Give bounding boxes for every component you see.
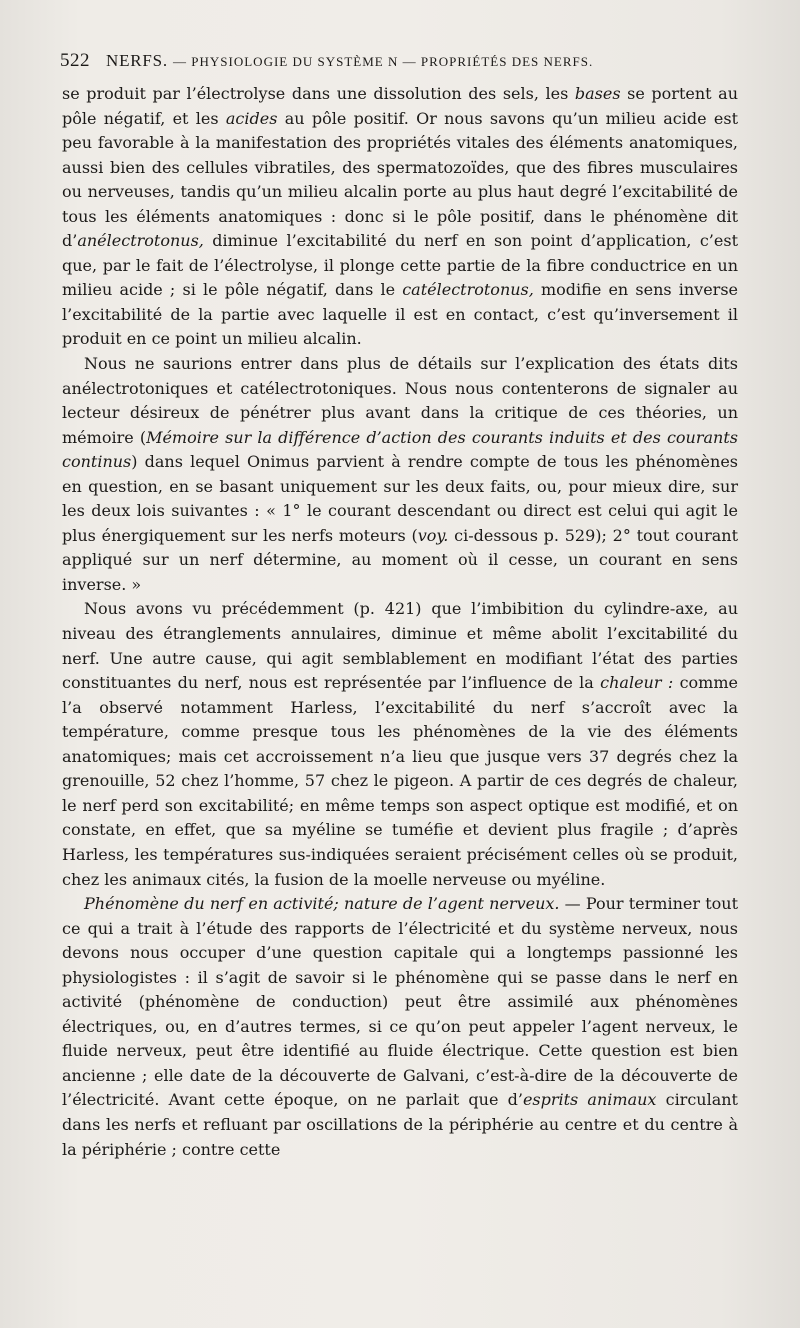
running-head: [106, 51, 593, 71]
text-run: Nous ne saurions entrer dans plus de détails sur l’explication des états dits anélectrotoniques et catélectrotoniques. Nous nous contenterons de signaler au lecteur désireux de pénétrer plus avant dans la critique de ces théories, un mémoire (: [62, 354, 738, 447]
paragraph: [62, 82, 738, 352]
page-number: 522: [60, 50, 90, 71]
text-run: modifie en sens inverse l’excitabilité de la partie avec laquelle il est en contact, c’est qu’inversement il produit en ce point un milieu alcalin.: [62, 280, 738, 349]
italic-text: esprits animaux: [522, 1090, 657, 1110]
italic-text: voy.: [417, 525, 449, 545]
text-run: ) dans lequel Onimus parvient à rendre compte de tous les phénomènes en question, en se basant uniquement sur les deux faits, ou, pour mieux dire, sur les deux lois suivantes : « 1° le courant descendant ou direct est celui qui agit le plus énergiquement sur les nerfs moteurs (: [62, 452, 738, 545]
text-run: ci-dessous p. 529); 2° tout courant appliqué sur un nerf détermine, au moment où il cesse, un courant en sens inverse. »: [62, 525, 739, 594]
italic-text: acides: [225, 108, 278, 128]
running-head-caps: NERFS.: [106, 51, 168, 70]
text-run: diminue l’excitabilité du nerf en son point d’application, c’est que, par le fait de l’électrolyse, il plonge cette partie de la fibre conductrice en un milieu acide ; si le pôle négatif, dans le: [62, 231, 738, 300]
text-run: se produit par l’électrolyse dans une dissolution des sels, les: [62, 84, 575, 103]
text-run: circulant dans les nerfs et refluant par oscillations de la périphérie au centre et du centre à la périphérie ; contre cette: [62, 1090, 738, 1159]
text-run: au pôle positif. Or nous savons qu’un milieu acide est peu favorable à la manifestation des propriétés vitales des éléments anatomiques, aussi bien des cellules vibratiles, des spermatozoïdes, que des fibres musculaires ou nerveuses, tandis qu’un milieu alcalin porte au plus haut degré l’excitabilité de tous les éléments anatomiques : donc si le pôle positif, dans le phénomène dit d’: [62, 108, 738, 251]
running-header: [60, 50, 740, 72]
body-text: [62, 82, 738, 1162]
italic-text: Phénomène du nerf en activité; nature de l’agent nerveux.: [84, 894, 560, 914]
italic-text: chaleur :: [600, 673, 674, 693]
italic-text: Mémoire sur la différence d’action des courants induits et des courants continus: [62, 427, 738, 472]
paragraph: [62, 352, 738, 597]
paragraph: [62, 892, 738, 1162]
text-run: Nous avons vu précédemment (p. 421) que l’imbibition du cylindre-axe, au niveau des étranglements annulaires, diminue et même abolit l’excitabilité du nerf. Une autre cause, qui agit semblablement en modifiant l’état des parties constituantes du nerf, nous est représentée par l’influence de la: [62, 599, 738, 693]
paragraph: [62, 597, 738, 892]
text-run: comme l’a observé notamment Harless, l’excitabilité du nerf s’accroît avec la température, comme presque tous les phénomènes de la vie des éléments anatomiques; mais cet accroissement n’a lieu que jusque vers 37 degrés chez la grenouille, 52 chez l’homme, 57 chez le pigeon. A partir de ces degrés de chaleur, le nerf perd son excitabilité; en même temps son aspect optique est modifié, et on constate, en effet, que sa myéline se tuméfie et devient plus fragile ; d’après Harless, les températures sus-indiquées seraient précisément celles où se produit, chez les animaux cités, la fusion de la moelle nerveuse ou myéline.: [62, 673, 738, 889]
running-head-rest: — PHYSIOLOGIE DU SYSTÈME N — PROPRIÉTÉS DES NERFS.: [173, 54, 594, 69]
italic-text: anélectrotonus,: [77, 231, 204, 251]
italic-text: bases: [574, 84, 621, 103]
text-run: — Pour terminer tout ce qui a trait à l’étude des rapports de l’électricité et du système nerveux, nous devons nous occuper d’une question capitale qui a longtemps passionné les physiologistes : il s’agit de savoir si le phénomène qui se passe dans le nerf en activité (phénomène de conduction) peut être assimilé aux phénomènes électriques, ou, en d’autres termes, si ce qu’on peut appeler l’agent nerveux, le fluide nerveux, peut être identifié au fluide électrique. Cette question est bien ancienne ; elle date de la découverte de Galvani, c’est-à-dire de la découverte de l’électricité. Avant cette époque, on ne parlait que d’: [62, 894, 738, 1110]
italic-text: catélectrotonus,: [402, 280, 534, 300]
text-run: se portent au pôle négatif, et les: [62, 84, 739, 128]
